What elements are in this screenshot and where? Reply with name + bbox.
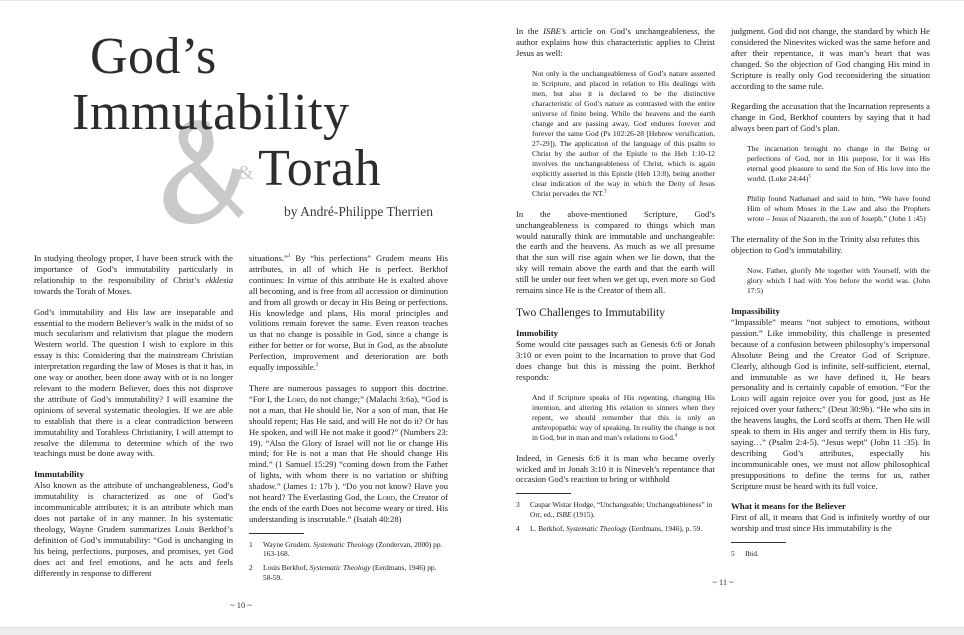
page-number: ~ 10 ~ (230, 601, 252, 611)
block-quote: Philip found Nathanael and said to him, “We have found Him of whom Moses in the Law and also the Prophets wrote – Jesus of Nazareth, the son of Joseph.” (John 1 :45) (747, 194, 930, 224)
text-run: article on God’s unchangeableness, the author explains how this characteristic applies to Christ Jesus as well: (516, 26, 715, 58)
book-title: Systematic Theology (313, 539, 375, 549)
text-run: (1915). (571, 509, 595, 519)
small-caps-lord: Lord (377, 492, 396, 503)
small-caps-lord: Lord (286, 393, 305, 404)
text-run: Louis Berkhof, (263, 562, 310, 572)
text-run: (Eerdmans, 1946) pp. 58-59. (263, 562, 437, 582)
text-run: In studying theology proper, I have been struck with the importance of God’s immutability particularly in relationship to the responsibility of Christ’s (34, 253, 233, 285)
footnote-ref[interactable]: 2 (315, 363, 319, 369)
footnote (249, 563, 448, 582)
paragraph (34, 253, 233, 297)
viewer-bottom-bar (0, 627, 964, 635)
subheading-immobility: Immobility (516, 327, 559, 338)
footnote-ref[interactable]: 1 (287, 254, 291, 260)
text-run: (Eerdmans, 1946), p. 59. (627, 523, 703, 533)
footnote-rule (249, 533, 304, 534)
footnote-text: Ibid. (745, 549, 759, 559)
magazine-spread (0, 1, 964, 627)
footnote-number: 5 (731, 549, 735, 559)
block-quote (532, 393, 715, 443)
footnote-rule (516, 493, 571, 494)
paragraph: judgment. God did not change, the standard by which He considered the Ninevites wicked was the same before and after their repentance, it was man’s heart that was changed. So the objection of God changing His mind in Scripture is really only God reconsidering the situation according to the same rule. (731, 26, 930, 91)
page-number: ~ 11 ~ (712, 577, 734, 587)
emphasis-isbe: ISBE’s (543, 26, 566, 36)
paragraph (249, 253, 448, 373)
footnote-ref[interactable]: 3 (603, 189, 607, 195)
quote-text: And if Scripture speaks of His repenting, changing His intention, and altering His relation to sinners when they repent, we should remember that this is only an anthropopathic way of speaking. In reality the change is not in God, but in man and man’s relations to God. (532, 392, 715, 442)
small-caps-lord: Lord (731, 393, 749, 404)
paragraph: First of all, it means that God is infinitely worthy of our worship and trust since His immutability is the (731, 512, 930, 534)
footnote (249, 540, 448, 559)
title-ampersand-text: & (238, 162, 255, 185)
text-run: Caspar Wistar Hodge, “Unchangeable; Unchangeableness” in Orr, ed., (530, 500, 713, 519)
right-page-columns (482, 26, 964, 563)
title-torah: Torah (258, 140, 382, 197)
paragraph: In the above-mentioned Scripture, God’s unchangeableness is compared to things which man would naturally think are immutable and unchangeable: the earth and the heavens. As much as we all presume that the sun will rise again when we lie down, that the sky will remain above the earth and that the earth will still be under our feet when we get up, even more so God remains since He is the Creator of them all. (516, 208, 715, 296)
subheading-believer: What it means for the Believer (731, 501, 846, 512)
footnote-text (263, 563, 448, 582)
text-run: situations.” (249, 253, 288, 263)
emphasis-ekklesia: ekklesia (205, 274, 233, 285)
book-title: ISBE (556, 509, 572, 519)
right-page-column-2 (731, 26, 930, 563)
footnote-rule (731, 542, 786, 543)
quote-text: The incarnation brought no change in the Being or perfections of God, nor in His purpose, for it was His eternal good pleasure to send the Son of His love into the world. (Luke 24:44) (747, 144, 930, 184)
footnote (516, 524, 715, 534)
left-page-column-1 (34, 253, 233, 578)
right-page (482, 1, 964, 627)
text-run: Wayne Grudem. (263, 539, 314, 549)
book-title: Systematic Theology (566, 523, 628, 533)
footnote (731, 549, 930, 559)
text-run: , the Creator of the ends of the earth Does not become weary or tired. His understanding is inscrutable.” (Isaiah 40:28) (249, 492, 448, 524)
footnote-number: 2 (249, 562, 253, 572)
footnote-number: 1 (249, 539, 253, 549)
right-page-top-margin (482, 1, 964, 26)
paragraph: Indeed, in Genesis 6:6 it is man who became overly wicked and in Jonah 3:10 it is Nineveh’s repentance that occasion God’s reaction to bring or withhold (516, 452, 715, 485)
footnote (516, 500, 715, 519)
subheading-impassibility: Impassibility (731, 305, 780, 316)
title-line-1: God’s (90, 28, 217, 85)
subheading-immutability: Immutability (34, 469, 84, 480)
paragraph: Regarding the accusation that the Incarnation represents a change in God, Berkhof counters by saying that it had always been part of God’s plan. (731, 101, 930, 134)
text-run: By “his perfections” Grudem means His attributes, in all of which He is perfect. Berkhof continues: In virtue of this attribute He is exalted above all becoming, and is free from all accession or diminution and from all growth or decay in His Being or perfections. His knowledge and plans, His moral principles and volitions remain forever the same. Even reason teaches us that no change is possible in God, since a change is either for better or for worse, But in God, as the absolute Perfection, improvement and deterioration are both equally impossible. (249, 253, 448, 373)
text-run: towards the Torah of Moses. (34, 285, 132, 296)
footnote-ref[interactable]: 5 (808, 174, 811, 180)
text-run: (Zondervan, 2000) pp. 163-168. (263, 539, 443, 559)
block-quote (532, 69, 715, 199)
paragraph (249, 383, 448, 525)
article-title-block (0, 1, 482, 253)
text-run: L. Berkhof, (530, 523, 567, 533)
block-quote: Now, Father, glorify Me together with Yourself, with the glory which I had with You before the world was. (John 17:5) (747, 265, 930, 295)
footnote-text (530, 524, 715, 534)
paragraph: Some would cite passages such as Genesis 6:6 or Jonah 3:10 or even point to the Incarnation to prove that God does change but this is missing the point. Berkhof responds: (516, 338, 715, 382)
block-quote (747, 144, 930, 184)
left-page (0, 1, 482, 627)
text-run: There are numerous passages to support this doctrine. “For I, the (249, 382, 448, 404)
section-heading: Two Challenges to Immutability (516, 306, 665, 319)
footnote-number: 3 (516, 500, 520, 510)
left-page-column-2 (249, 253, 448, 586)
right-page-column-1 (516, 26, 715, 537)
paragraph: Also known as the attribute of unchangeableness, God’s immutability is characterized as one of God’s incommunicable attributes; it is an attribute which man does not partake of in any manner. In his systematic theology, Wayne Grudem summarizes Louis Berkhof’s definition of God’s immutability: “God is unchanging in his being, perfections, purposes, and promises, yet God does act and feel emotions, and he acts and feels differently in response to different (34, 480, 233, 578)
paragraph: The eternality of the Son in the Trinity also refutes this objection to God’s immutability. (731, 234, 920, 256)
footnote-number: 4 (516, 523, 520, 533)
paragraph: God’s immutability and His law are inseparable and essential to the modern Believer’s walk in the midst of so much secularism and relativism that plague the modern Western world. The question I wish to explore in this essay is this: Considering that the mainstream Christian interpretation regarding the law of Moses is that it has, in one way or another, been done away with or is no longer relevant to the modern Believer, does this not disprove the attribute of God’s immutability? I will examine the opinions of several systematic theologies. If we are able to establish that there is a clear contradiction between immutability and Torahless Christianity, I will attempt to resolve the dilemma to determine which of the two teachings must be done away with. (34, 306, 233, 459)
footnote-text (530, 500, 715, 519)
title-line-2: Immutability (72, 84, 350, 141)
quote-text: Not only is the unchangeableness of God’s nature asserted in Scripture, and placed in relation to His dealings with men, but also it is declared to be the distinctive characteristic of God’s nature as contrasted with the entire universe of finite being. While the heavens and the earth change and are passing away, God endures forever and forever the same God (Ps 102:26-28 [Hebrew versification, 27-29]). The application of the language of this psalm to Christ by the author of the Epistle to the Heb 1:10-12 involves the unchangeableness of Christ, which is again explicitly asserted in this Epistle (Heb 13:8), being another clear indication of the way in which the Deity of Jesus Christ pervades the NT. (532, 68, 715, 198)
title-line-3 (72, 141, 482, 201)
book-title: Systematic Theology (309, 562, 371, 572)
text-run: will again rejoice over you for good, just as He rejoiced over your fathers;” (Deut 30:9b). “He who sits in the heavens laughs, the Lord scoffs at them. Then He will speak to them in His anger and terrify them in His fury, saying…” (Psalm 2:4-5). “Jesus wept” (John 11 :35). In describing God’s attributes, especially his incommunicable ones, we must not allow philosophical presuppositions to define the terms for us, rather Scripture must be heard with its full voice. (731, 393, 930, 491)
paragraph (516, 26, 715, 59)
paragraph (731, 317, 930, 492)
footnote-ref[interactable]: 4 (674, 433, 678, 439)
article-byline: by André-Philippe Therrien (284, 204, 433, 220)
footnote-text (263, 540, 448, 559)
left-page-columns (0, 253, 482, 586)
text-run: “Impassible” means “not subject to emotions, without passion.” Like immobility, this challenge is presented because of a confusion between philosophy’s impersonal Absolute Being and the Creator God of Scripture. Clearly, although God is infinite, self-sufficient, eternal, and immutable as we have defined it, He bears personality and is certainly capable of emotion. “For the (731, 316, 930, 393)
text-run: , do not change;” (Malachi 3:6a), “God is not a man, that He should lie, Nor a son of man, that He should repent; Has He said, and will He not do it? Or has He spoken, and will He not make it good?” (Numbers 23: 19). “Also the Glory of Israel will not lie or change His mind; for He is not a man that He should change His mind.” (1 Samuel 15:29) “coming down from the Father of lights, with whom there is no variation or shifting shadow.” (James 1: 17b ). “Do you not know? Have you not heard? The Everlasting God, the (249, 393, 448, 503)
text-run: In the (516, 26, 544, 36)
